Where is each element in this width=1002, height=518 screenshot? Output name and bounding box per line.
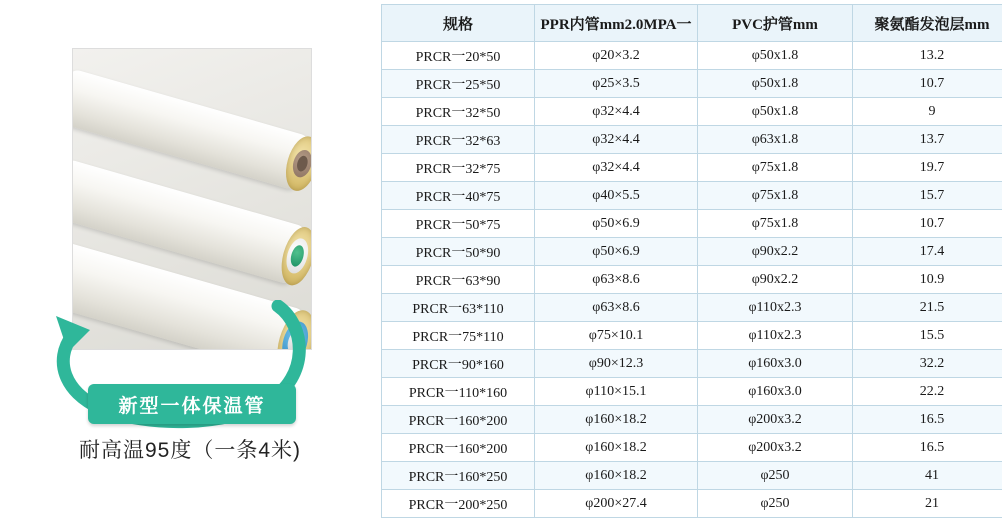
- table-row: [382, 434, 1002, 462]
- table-row: [382, 182, 1002, 210]
- cell-ppr-inner-pipe: φ75×10.1: [535, 322, 698, 350]
- cell-ppr-inner-pipe: φ63×8.6: [535, 266, 698, 294]
- cell-spec: PRCR一32*63: [382, 126, 535, 154]
- column-header-ppr-inner-pipe: PPR内管mm2.0MPA一: [535, 5, 698, 42]
- cell-ppr-inner-pipe: φ63×8.6: [535, 294, 698, 322]
- cell-foam-thickness: 10.7: [853, 70, 1002, 98]
- cell-foam-thickness: 16.5: [853, 434, 1002, 462]
- cell-pvc-casing: φ160x3.0: [698, 378, 853, 406]
- column-header-polyurethane-foam: 聚氨酯发泡层mm: [853, 5, 1002, 42]
- table-row: [382, 42, 1002, 70]
- cell-spec: PRCR一20*50: [382, 42, 535, 70]
- cell-foam-thickness: 41: [853, 462, 1002, 490]
- cell-foam-thickness: 15.7: [853, 182, 1002, 210]
- cell-ppr-inner-pipe: φ160×18.2: [535, 406, 698, 434]
- table-row: [382, 350, 1002, 378]
- cell-pvc-casing: φ90x2.2: [698, 266, 853, 294]
- cell-spec: PRCR一160*200: [382, 434, 535, 462]
- cell-spec: PRCR一110*160: [382, 378, 535, 406]
- cell-ppr-inner-pipe: φ200×27.4: [535, 490, 698, 518]
- cell-ppr-inner-pipe: φ25×3.5: [535, 70, 698, 98]
- cell-foam-thickness: 21.5: [853, 294, 1002, 322]
- table-body: [382, 42, 1002, 518]
- product-caption: 耐高温95度（一条4米): [0, 434, 380, 464]
- cell-ppr-inner-pipe: φ32×4.4: [535, 98, 698, 126]
- table-row: [382, 210, 1002, 238]
- table-row: [382, 406, 1002, 434]
- table-row: [382, 98, 1002, 126]
- cell-foam-thickness: 9: [853, 98, 1002, 126]
- cell-ppr-inner-pipe: φ32×4.4: [535, 154, 698, 182]
- table-row: [382, 126, 1002, 154]
- cell-ppr-inner-pipe: φ40×5.5: [535, 182, 698, 210]
- cell-pvc-casing: φ75x1.8: [698, 154, 853, 182]
- cell-foam-thickness: 16.5: [853, 406, 1002, 434]
- cell-pvc-casing: φ50x1.8: [698, 98, 853, 126]
- cell-foam-thickness: 21: [853, 490, 1002, 518]
- table-row: [382, 378, 1002, 406]
- cell-spec: PRCR一25*50: [382, 70, 535, 98]
- cell-foam-thickness: 13.7: [853, 126, 1002, 154]
- cell-spec: PRCR一160*200: [382, 406, 535, 434]
- cell-foam-thickness: 19.7: [853, 154, 1002, 182]
- cell-pvc-casing: φ75x1.8: [698, 210, 853, 238]
- table-row: [382, 294, 1002, 322]
- table-header: [382, 5, 1002, 42]
- cell-spec: PRCR一50*75: [382, 210, 535, 238]
- cell-spec: PRCR一75*110: [382, 322, 535, 350]
- cell-pvc-casing: φ200x3.2: [698, 406, 853, 434]
- cell-spec: PRCR一40*75: [382, 182, 535, 210]
- specification-table-container: [381, 4, 999, 496]
- cell-pvc-casing: φ160x3.0: [698, 350, 853, 378]
- cell-ppr-inner-pipe: φ20×3.2: [535, 42, 698, 70]
- cell-pvc-casing: φ250: [698, 490, 853, 518]
- cell-ppr-inner-pipe: φ90×12.3: [535, 350, 698, 378]
- cell-pvc-casing: φ50x1.8: [698, 70, 853, 98]
- cell-spec: PRCR一90*160: [382, 350, 535, 378]
- table-header-row: [382, 5, 1002, 42]
- table-row: [382, 462, 1002, 490]
- cell-foam-thickness: 17.4: [853, 238, 1002, 266]
- cell-spec: PRCR一63*110: [382, 294, 535, 322]
- table-row: [382, 70, 1002, 98]
- product-panel: [0, 0, 380, 496]
- table-row: [382, 490, 1002, 518]
- cell-pvc-casing: φ110x2.3: [698, 322, 853, 350]
- cell-pvc-casing: φ90x2.2: [698, 238, 853, 266]
- cell-ppr-inner-pipe: φ50×6.9: [535, 238, 698, 266]
- cell-spec: PRCR一50*90: [382, 238, 535, 266]
- cell-ppr-inner-pipe: φ160×18.2: [535, 462, 698, 490]
- cell-pvc-casing: φ110x2.3: [698, 294, 853, 322]
- cell-pvc-casing: φ200x3.2: [698, 434, 853, 462]
- cell-foam-thickness: 10.9: [853, 266, 1002, 294]
- cell-pvc-casing: φ250: [698, 462, 853, 490]
- column-header-pvc-casing: PVC护管mm: [698, 5, 853, 42]
- cell-foam-thickness: 22.2: [853, 378, 1002, 406]
- cell-ppr-inner-pipe: φ110×15.1: [535, 378, 698, 406]
- specification-table: [381, 4, 1002, 518]
- cell-foam-thickness: 10.7: [853, 210, 1002, 238]
- cell-spec: PRCR一32*50: [382, 98, 535, 126]
- cell-pvc-casing: φ50x1.8: [698, 42, 853, 70]
- table-row: [382, 266, 1002, 294]
- cell-foam-thickness: 15.5: [853, 322, 1002, 350]
- cell-ppr-inner-pipe: φ32×4.4: [535, 126, 698, 154]
- cell-spec: PRCR一160*250: [382, 462, 535, 490]
- cell-ppr-inner-pipe: φ50×6.9: [535, 210, 698, 238]
- product-badge: [88, 384, 296, 424]
- cell-ppr-inner-pipe: φ160×18.2: [535, 434, 698, 462]
- column-header-spec: 规格: [382, 5, 535, 42]
- table-row: [382, 322, 1002, 350]
- cell-spec: PRCR一32*75: [382, 154, 535, 182]
- cell-pvc-casing: φ75x1.8: [698, 182, 853, 210]
- product-badge-label: 新型一体保温管: [118, 391, 265, 418]
- cell-spec: PRCR一63*90: [382, 266, 535, 294]
- table-row: [382, 154, 1002, 182]
- cell-pvc-casing: φ63x1.8: [698, 126, 853, 154]
- table-row: [382, 238, 1002, 266]
- cell-spec: PRCR一200*250: [382, 490, 535, 518]
- cell-foam-thickness: 32.2: [853, 350, 1002, 378]
- cell-foam-thickness: 13.2: [853, 42, 1002, 70]
